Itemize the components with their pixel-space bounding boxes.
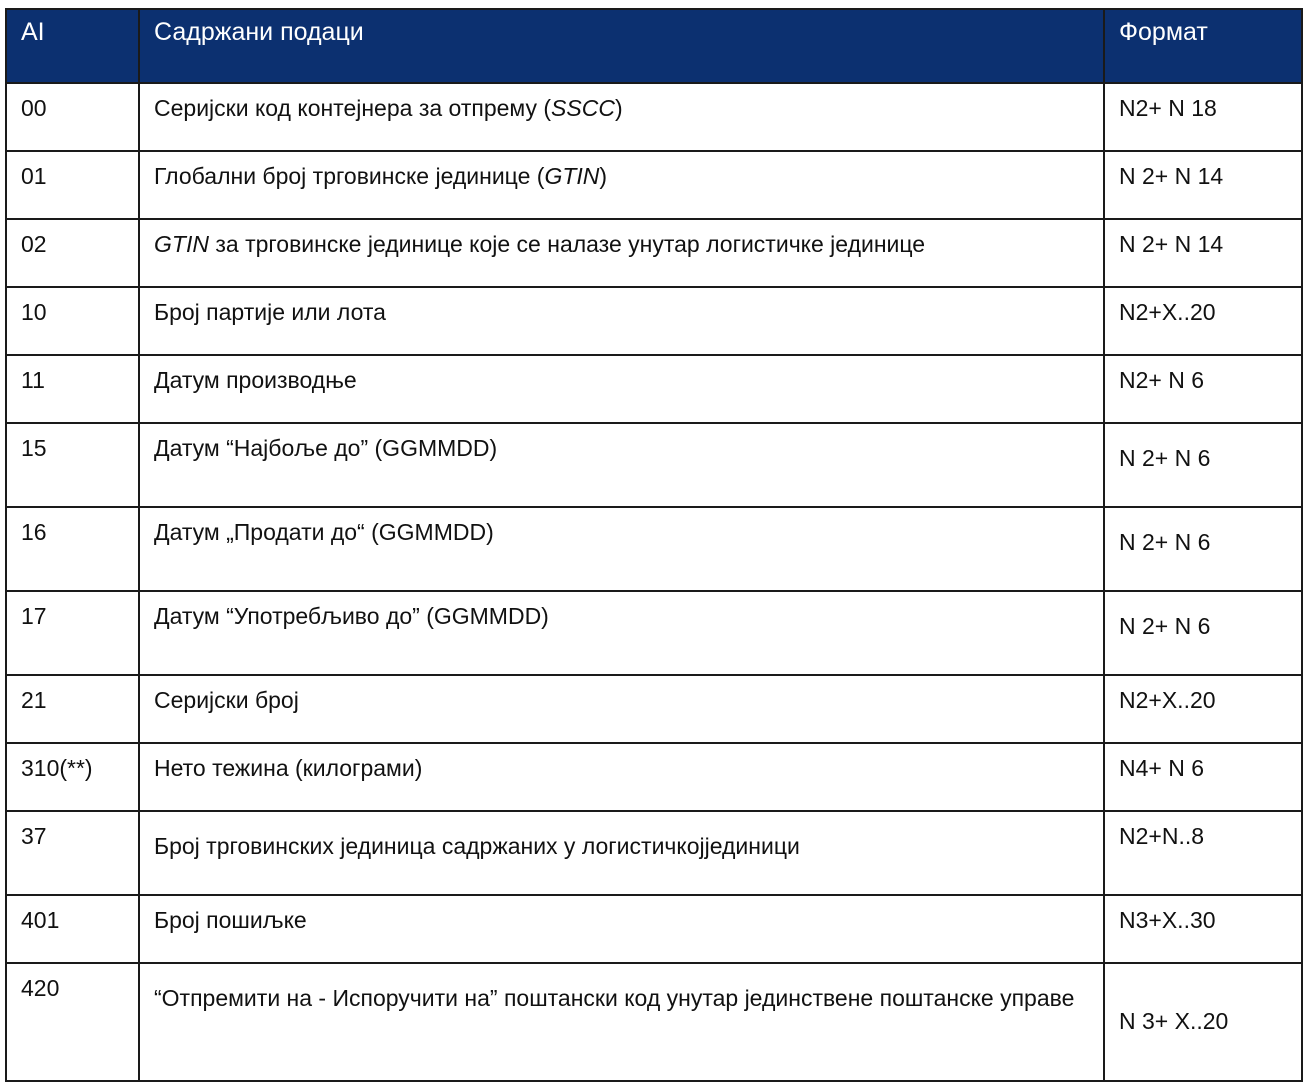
cell-content (139, 83, 1104, 151)
table-row (6, 743, 1302, 811)
cell-content: Број партије или лота (139, 287, 1104, 355)
table-row (6, 423, 1302, 507)
cell-ai: 310(**) (6, 743, 139, 811)
cell-ai: 17 (6, 591, 139, 675)
cell-ai: 401 (6, 895, 139, 963)
cell-ai: 420 (6, 963, 139, 1081)
table-row (6, 675, 1302, 743)
table-row (6, 355, 1302, 423)
header-format: Формат (1104, 9, 1302, 83)
content-text: Серијски код контејнера за отпрему ( (154, 95, 552, 121)
cell-ai: 21 (6, 675, 139, 743)
table-row (6, 287, 1302, 355)
table-row (6, 811, 1302, 895)
cell-format: N 2+ N 6 (1104, 507, 1302, 591)
application-identifiers-table (5, 8, 1303, 1082)
header-content: Садржани подаци (139, 9, 1104, 83)
cell-format: N2+ N 18 (1104, 83, 1302, 151)
cell-format: N2+X..20 (1104, 287, 1302, 355)
cell-format: N2+ N 6 (1104, 355, 1302, 423)
cell-format: N3+X..30 (1104, 895, 1302, 963)
content-text: ) (599, 163, 608, 189)
table-row (6, 83, 1302, 151)
cell-format: N 2+ N 14 (1104, 151, 1302, 219)
cell-content (139, 219, 1104, 287)
cell-ai: 00 (6, 83, 139, 151)
content-text: за трговинске јединице које се налазе унутар логистичке јединице (208, 231, 926, 257)
cell-format: N 3+ X..20 (1104, 963, 1302, 1081)
cell-format: N 2+ N 14 (1104, 219, 1302, 287)
table-row (6, 963, 1302, 1081)
cell-ai: 01 (6, 151, 139, 219)
cell-content: Серијски број (139, 675, 1104, 743)
cell-ai: 10 (6, 287, 139, 355)
cell-content (139, 151, 1104, 219)
cell-content: Датум “Најбоље до” (GGMMDD) (139, 423, 1104, 507)
cell-format: N 2+ N 6 (1104, 591, 1302, 675)
cell-content: Датум производње (139, 355, 1104, 423)
table-row (6, 507, 1302, 591)
cell-ai: 37 (6, 811, 139, 895)
table-row (6, 219, 1302, 287)
content-text: ) (614, 95, 623, 121)
table-row (6, 895, 1302, 963)
cell-ai: 11 (6, 355, 139, 423)
content-abbrev: SSCC (551, 95, 615, 121)
cell-ai: 16 (6, 507, 139, 591)
content-text: Глобални број трговинске јединице ( (154, 163, 545, 189)
table-row (6, 591, 1302, 675)
header-ai: AI (6, 9, 139, 83)
cell-ai: 02 (6, 219, 139, 287)
table-header-row (6, 9, 1302, 83)
cell-content: “Отпремити на - Испоручити на” поштански код унутар јединствене поштанске управе (139, 963, 1104, 1081)
cell-content: Нето тежина (килограми) (139, 743, 1104, 811)
cell-content: Датум “Употребљиво до” (GGMMDD) (139, 591, 1104, 675)
cell-content: Број трговинских јединица садржаних у логистичкојјединици (139, 811, 1104, 895)
cell-ai: 15 (6, 423, 139, 507)
table-row (6, 151, 1302, 219)
cell-format: N 2+ N 6 (1104, 423, 1302, 507)
content-abbrev: GTIN (544, 163, 600, 189)
cell-format: N2+X..20 (1104, 675, 1302, 743)
cell-format: N2+N..8 (1104, 811, 1302, 895)
cell-content: Број пошиљке (139, 895, 1104, 963)
cell-content: Датум „Продати до“ (GGMMDD) (139, 507, 1104, 591)
content-abbrev: GTIN (154, 231, 209, 257)
cell-format: N4+ N 6 (1104, 743, 1302, 811)
